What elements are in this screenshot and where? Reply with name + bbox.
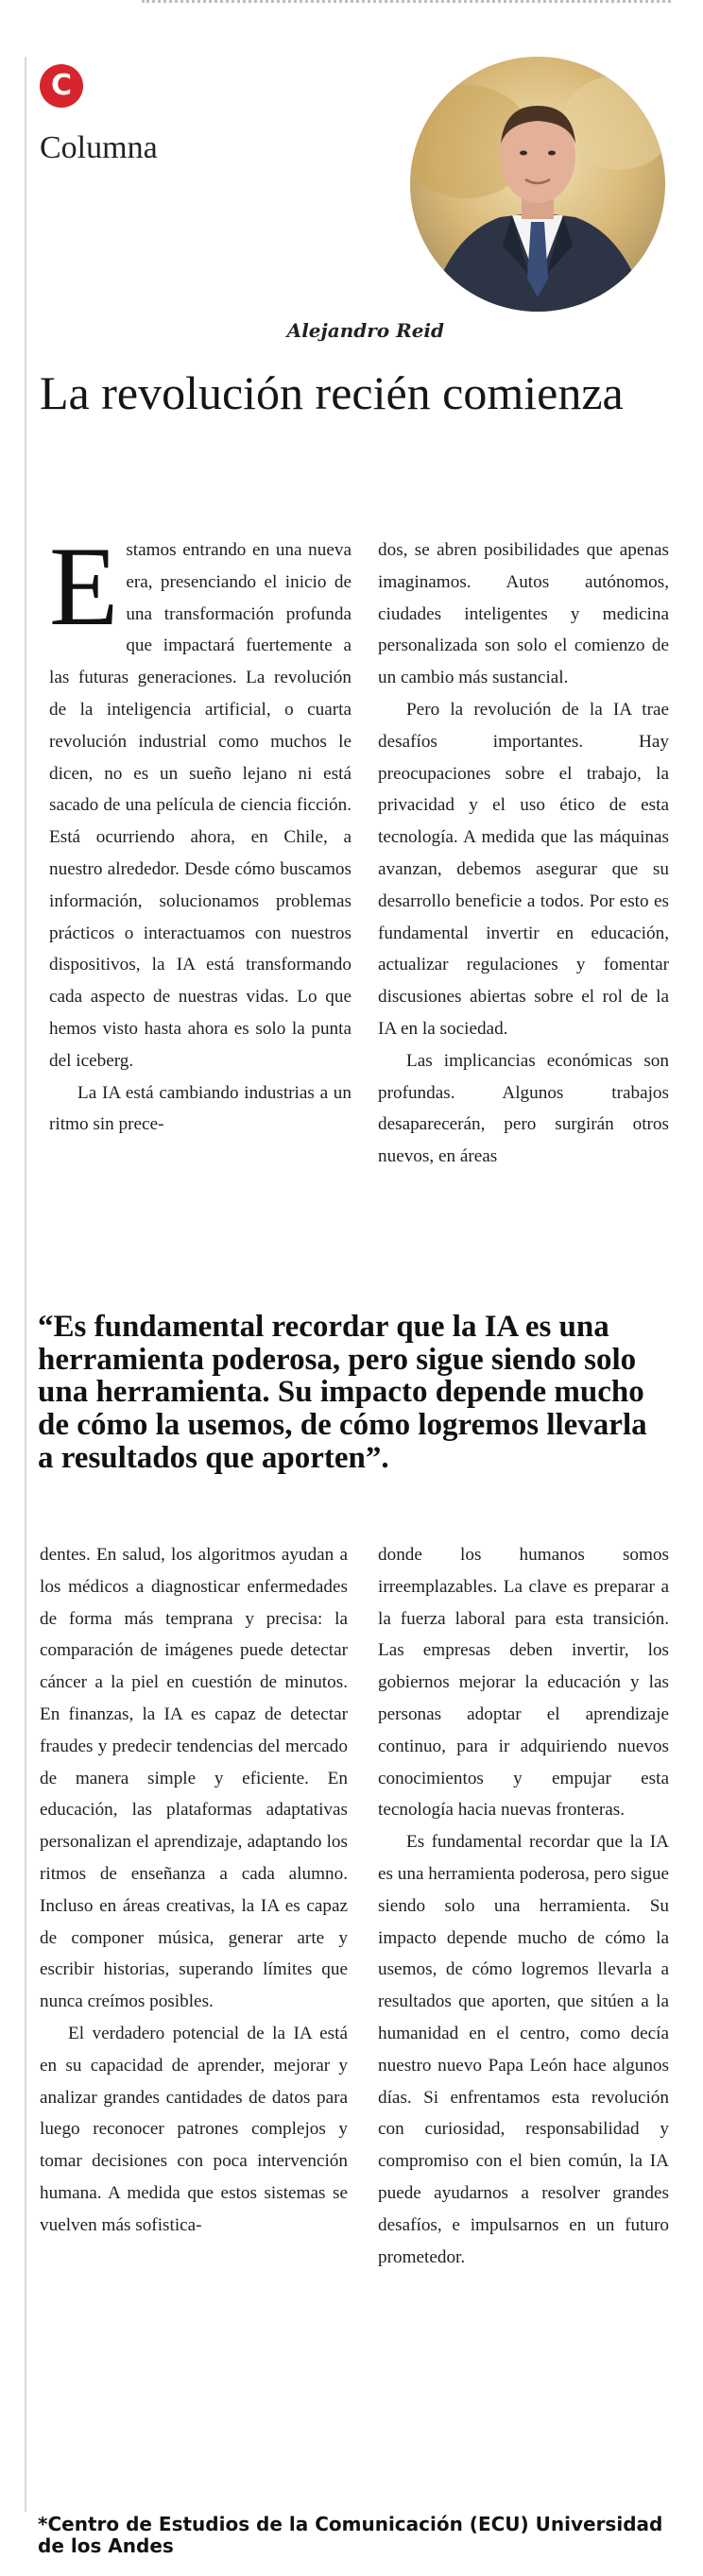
paragraph: dentes. En salud, los algoritmos ayudan a los médicos a diagnosticar enfermedades de forma más temprana y precisa: la comparación de imágenes puede detectar cáncer a la piel en cuestión de minutos. En finanzas, la IA es capaz de detectar fraudes y predecir tendencias del mercado de manera simple y eficiente. En educación, las plataformas adaptativas personalizan el aprendizaje, adaptando los ritmos de enseñanza a cada alumno. Incluso en áreas creativas, la IA es capaz de componer música, generar arte y escribir historias, superando límites que nunca creímos posibles. — [40, 1545, 348, 2012]
top-dotted-rule — [142, 0, 671, 8]
paragraph: Estamos entrando en una nueva era, presenciando el inicio de una transformación profunda que impactará fuertemente a las futuras generaciones. La revolución de la inteligencia artificial, o cuarta revolución industrial como muchos le dicen, no es un sueño lejano ni está sacado de una película de ciencia ficción. Está ocurriendo ahora, en Chile, a nuestro alrededor. Desde cómo buscamos información, solucionamos problemas prácticos o interactuamos con nuestros dispositivos, la IA está transformando cada aspecto de nuestras vidas. Lo que hemos visto hasta ahora es solo la punta del iceberg. — [49, 523, 352, 1071]
section-label: Columna — [40, 130, 158, 165]
section-badge-icon: C — [40, 64, 83, 108]
paragraph: Las implicancias económicas son profundas. Algunos trabajos desaparecerán, pero surgirán otros nuevos, en áreas — [378, 1050, 669, 1167]
drop-cap: E — [49, 523, 119, 649]
left-column-rule — [25, 57, 26, 2512]
text-column-1 — [49, 523, 352, 1141]
paragraph: La IA está cambiando industrias a un ritmo sin prece- — [49, 1082, 352, 1135]
text-column-4 — [378, 1539, 669, 2273]
author-byline: Alejandro Reid — [286, 319, 444, 342]
paragraph: El verdadero potencial de la IA está en su capacidad de aprender, mejorar y analizar grandes cantidades de datos para luego reconocer patrones complejos y tomar decisiones con poca intervención humana. A medida que estos sistemas se vuelven más sofistica- — [40, 2023, 348, 2235]
paragraph: Es fundamental recordar que la IA es una herramienta poderosa, pero sigue siendo solo una herramienta. Su impacto depende mucho de cómo la usemos, de cómo logremos llevarla a resultados que aporten, que sitúen a la humanidad en el centro, como decía nuestro nuevo Papa León hace algunos días. Si enfrentamos esta revolución con curiosidad, responsabilidad y compromiso con el bien común, la IA puede ayudarnos a resolver grandes desafíos, e impulsarnos en un futuro prometedor. — [378, 1832, 669, 2267]
paragraph: dos, se abren posibilidades que apenas imaginamos. Autos autónomos, ciudades inteligentes y medicina personalizada son solo el comienzo de un cambio más sustancial. — [378, 540, 669, 688]
footnote: *Centro de Estudios de la Comunicación (ECU) Universidad de los Andes — [38, 2513, 663, 2557]
pull-quote: “Es fundamental recordar que la IA es una herramienta poderosa, pero sigue siendo solo una herramienta. Su impacto depende mucho de cómo la usemos, de cómo logremos llevarla a resultados que aporten”. — [38, 1310, 647, 1475]
article-headline: La revolución recién comienza — [40, 366, 624, 419]
text-column-2 — [378, 534, 669, 1173]
author-photo — [410, 57, 665, 312]
paragraph: Pero la revolución de la IA trae desafíos importantes. Hay preocupaciones sobre el trabajo, la privacidad y el uso ético de esta tecnología. A medida que las máquinas avanzan, debemos asegurar que su desarrollo beneficie a todos. Por esto es fundamental invertir en educación, actualizar regulaciones y fomentar discusiones abiertas sobre el rol de la IA en la sociedad. — [378, 699, 669, 1039]
paragraph: donde los humanos somos irreemplazables. La clave es preparar a la fuerza laboral para esta transición. Las empresas deben invertir, los gobiernos mejorar la educación y las personas adoptar el aprendizaje continuo, para ir adquiriendo nuevos conocimientos y empujar esta tecnología hacia nuevas fronteras. — [378, 1545, 669, 1821]
text-column-3 — [40, 1539, 348, 2242]
